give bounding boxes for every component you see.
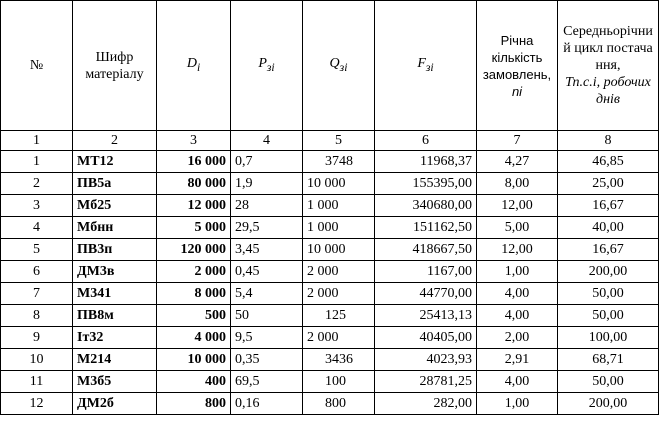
column-number-row	[1, 131, 659, 151]
cost-f-cell: 1167,00	[375, 261, 477, 283]
header-supply-cycle	[558, 1, 659, 131]
annual-orders-cell: 4,00	[477, 305, 558, 327]
order-size-q-cell: 2 000	[303, 283, 375, 305]
supply-cycle-cell: 16,67	[558, 195, 659, 217]
header-material-code: Шифр матеріалу	[73, 1, 157, 131]
cost-f-cell: 40405,00	[375, 327, 477, 349]
demand-d-cell: 400	[157, 371, 231, 393]
material-code-cell: МТ12	[73, 151, 157, 173]
header-d	[157, 1, 231, 131]
column-number: 1	[1, 131, 73, 151]
row-number-cell: 7	[1, 283, 73, 305]
column-number: 8	[558, 131, 659, 151]
cost-f-cell: 340680,00	[375, 195, 477, 217]
table-row	[1, 371, 659, 393]
table-row	[1, 305, 659, 327]
table-row	[1, 349, 659, 371]
table-row	[1, 327, 659, 349]
demand-d-cell: 5 000	[157, 217, 231, 239]
order-size-q-cell: 10 000	[303, 173, 375, 195]
annual-orders-cell: 1,00	[477, 393, 558, 415]
row-number-cell: 4	[1, 217, 73, 239]
table-row	[1, 195, 659, 217]
annual-orders-cell: 4,00	[477, 371, 558, 393]
order-size-q-cell: 2 000	[303, 261, 375, 283]
table-row	[1, 151, 659, 173]
annual-orders-cell: 1,00	[477, 261, 558, 283]
price-p-cell: 9,5	[231, 327, 303, 349]
material-code-cell: ДМ2б	[73, 393, 157, 415]
order-size-q-cell: 2 000	[303, 327, 375, 349]
cost-f-cell: 11968,37	[375, 151, 477, 173]
cost-f-cell: 4023,93	[375, 349, 477, 371]
cost-f-cell: 151162,50	[375, 217, 477, 239]
demand-d-cell: 12 000	[157, 195, 231, 217]
price-p-cell: 0,7	[231, 151, 303, 173]
material-code-cell: Мбнн	[73, 217, 157, 239]
column-number: 2	[73, 131, 157, 151]
annual-orders-cell: 2,00	[477, 327, 558, 349]
header-f-sub: зі	[425, 60, 434, 74]
demand-d-cell: 16 000	[157, 151, 231, 173]
header-p-symbol: P	[258, 56, 267, 72]
demand-d-cell: 500	[157, 305, 231, 327]
material-code-cell: ПВ5а	[73, 173, 157, 195]
supply-cycle-cell: 25,00	[558, 173, 659, 195]
header-row	[1, 1, 659, 131]
price-p-cell: 3,45	[231, 239, 303, 261]
order-size-q-cell: 3436	[303, 349, 375, 371]
cost-f-cell: 155395,00	[375, 173, 477, 195]
column-number: 7	[477, 131, 558, 151]
demand-d-cell: 2 000	[157, 261, 231, 283]
price-p-cell: 5,4	[231, 283, 303, 305]
header-annual-orders	[477, 1, 558, 131]
annual-orders-cell: 5,00	[477, 217, 558, 239]
supply-cycle-cell: 100,00	[558, 327, 659, 349]
row-number-cell: 9	[1, 327, 73, 349]
material-code-cell: М214	[73, 349, 157, 371]
row-number-cell: 10	[1, 349, 73, 371]
header-annual-orders-label: Річна кількість замовлень,	[482, 32, 552, 82]
header-annual-orders-symbol: ni	[511, 83, 523, 99]
material-code-cell: Іт32	[73, 327, 157, 349]
annual-orders-cell: 4,00	[477, 283, 558, 305]
header-num: №	[1, 1, 73, 131]
table-row	[1, 217, 659, 239]
cost-f-cell: 44770,00	[375, 283, 477, 305]
material-code-cell: Мб25	[73, 195, 157, 217]
annual-orders-cell: 8,00	[477, 173, 558, 195]
table-row	[1, 283, 659, 305]
supply-cycle-cell: 50,00	[558, 283, 659, 305]
header-supply-cycle-unit: Тп.с.і, робочих днів	[565, 75, 651, 107]
header-p-sub: зі	[266, 60, 275, 74]
header-f-symbol: F	[417, 56, 426, 72]
cost-f-cell: 282,00	[375, 393, 477, 415]
row-number-cell: 11	[1, 371, 73, 393]
supply-cycle-cell: 16,67	[558, 239, 659, 261]
column-number: 3	[157, 131, 231, 151]
supply-cycle-cell: 46,85	[558, 151, 659, 173]
material-code-cell: ДМ3в	[73, 261, 157, 283]
cost-f-cell: 25413,13	[375, 305, 477, 327]
annual-orders-cell: 2,91	[477, 349, 558, 371]
annual-orders-cell: 12,00	[477, 195, 558, 217]
row-number-cell: 5	[1, 239, 73, 261]
price-p-cell: 28	[231, 195, 303, 217]
annual-orders-cell: 12,00	[477, 239, 558, 261]
header-d-symbol: D	[186, 56, 197, 72]
table-body	[1, 1, 659, 415]
table-row	[1, 173, 659, 195]
row-number-cell: 1	[1, 151, 73, 173]
header-q-symbol: Q	[329, 56, 340, 72]
annual-orders-cell: 4,27	[477, 151, 558, 173]
demand-d-cell: 10 000	[157, 349, 231, 371]
material-code-cell: М3б5	[73, 371, 157, 393]
price-p-cell: 1,9	[231, 173, 303, 195]
demand-d-cell: 800	[157, 393, 231, 415]
demand-d-cell: 120 000	[157, 239, 231, 261]
row-number-cell: 12	[1, 393, 73, 415]
header-q-sub: зі	[339, 60, 348, 74]
supply-cycle-cell: 200,00	[558, 261, 659, 283]
column-number: 5	[303, 131, 375, 151]
demand-d-cell: 80 000	[157, 173, 231, 195]
price-p-cell: 0,45	[231, 261, 303, 283]
header-f	[375, 1, 477, 131]
order-size-q-cell: 1 000	[303, 195, 375, 217]
supply-cycle-cell: 200,00	[558, 393, 659, 415]
material-code-cell: ПВ3п	[73, 239, 157, 261]
price-p-cell: 29,5	[231, 217, 303, 239]
price-p-cell: 0,35	[231, 349, 303, 371]
order-size-q-cell: 3748	[303, 151, 375, 173]
row-number-cell: 2	[1, 173, 73, 195]
header-p	[231, 1, 303, 131]
column-number: 4	[231, 131, 303, 151]
order-size-q-cell: 125	[303, 305, 375, 327]
header-d-sub: i	[196, 60, 201, 74]
material-code-cell: ПВ8м	[73, 305, 157, 327]
supply-cycle-cell: 68,71	[558, 349, 659, 371]
order-size-q-cell: 10 000	[303, 239, 375, 261]
order-size-q-cell: 800	[303, 393, 375, 415]
cost-f-cell: 28781,25	[375, 371, 477, 393]
header-supply-cycle-label: Середньорічний цикл постачання,	[563, 24, 653, 73]
supply-cycle-cell: 50,00	[558, 371, 659, 393]
order-size-q-cell: 1 000	[303, 217, 375, 239]
demand-d-cell: 4 000	[157, 327, 231, 349]
table-row	[1, 239, 659, 261]
header-q	[303, 1, 375, 131]
price-p-cell: 69,5	[231, 371, 303, 393]
price-p-cell: 50	[231, 305, 303, 327]
row-number-cell: 8	[1, 305, 73, 327]
price-p-cell: 0,16	[231, 393, 303, 415]
cost-f-cell: 418667,50	[375, 239, 477, 261]
material-code-cell: М341	[73, 283, 157, 305]
supply-cycle-cell: 40,00	[558, 217, 659, 239]
supply-cycle-cell: 50,00	[558, 305, 659, 327]
table-row	[1, 393, 659, 415]
row-number-cell: 3	[1, 195, 73, 217]
demand-d-cell: 8 000	[157, 283, 231, 305]
table-row	[1, 261, 659, 283]
order-size-q-cell: 100	[303, 371, 375, 393]
column-number: 6	[375, 131, 477, 151]
row-number-cell: 6	[1, 261, 73, 283]
